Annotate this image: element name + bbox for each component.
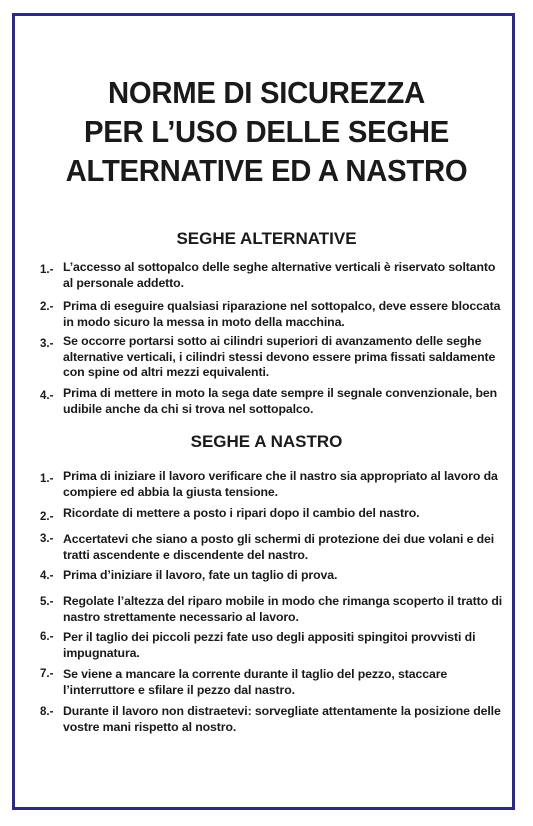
page-title xyxy=(11,74,523,191)
rule-text: Durante il lavoro non distraetevi: sorvegliate attentamente la posizione delle vostre mani rispetto al nostro. xyxy=(63,704,501,734)
rule-text: Prima di mettere in moto la sega date sempre il segnale convenzionale, ben udibile anche da chi si trova nel sottopalco. xyxy=(63,386,498,416)
rule-text: Ricordate di mettere a posto i ripari dopo il cambio del nastro. xyxy=(63,506,420,520)
rule-number: 4.- xyxy=(40,390,54,402)
rule-text: Per il taglio dei piccoli pezzi fate uso degli appositi spingitoi provvisti di impugnatura. xyxy=(63,630,476,660)
rule-number: 2.- xyxy=(40,301,54,313)
rule-text: L’accesso al sottopalco delle seghe alternative verticali è riservato soltanto al personale addetto. xyxy=(63,260,496,290)
rule-number: 3.- xyxy=(40,338,54,350)
rule-text: Prima di eseguire qualsiasi riparazione nel sottopalco, deve essere bloccata in modo sicuro la messa in moto della macchina. xyxy=(63,299,501,329)
rule-text: Regolate l’altezza del riparo mobile in modo che rimanga scoperto il tratto di nastro strettamente necessario al lavoro. xyxy=(63,594,503,624)
rule-number: 6.- xyxy=(40,631,54,643)
rule-text: Accertatevi che siano a posto gli schermi di protezione dei due volani e dei tratti ascendente e discendente del nastro. xyxy=(63,532,495,562)
rule-number: 3.- xyxy=(40,533,54,545)
rule-number: 2.- xyxy=(40,511,54,523)
rule-number: 1.- xyxy=(40,473,54,485)
rule-text: Se occorre portarsi sotto ai cilindri superiori di avanzamento delle seghe alternative verticali, i cilindri stessi devono essere prima fissati saldamente con spine od altri mezzi equivalenti. xyxy=(63,334,496,379)
title-line-1: NORME DI SICUREZZA xyxy=(108,76,425,110)
rule-text: Prima d’iniziare il lavoro, fate un taglio di prova. xyxy=(63,568,338,582)
title-line-2: PER L’USO DELLE SEGHE xyxy=(84,115,449,149)
rule-number: 8.- xyxy=(40,706,54,718)
section-heading-seghe-alternative: SEGHE ALTERNATIVE xyxy=(176,229,357,248)
title-line-3: ALTERNATIVE ED A NASTRO xyxy=(65,154,468,188)
rule-number: 4.- xyxy=(40,570,54,582)
rule-number: 7.- xyxy=(40,668,54,680)
rule-number: 5.- xyxy=(40,596,54,608)
rule-text: Se viene a mancare la corrente durante il taglio del pezzo, staccare l’interruttore e sfilare il pezzo dal nastro. xyxy=(63,667,448,697)
rule-text: Prima di iniziare il lavoro verificare che il nastro sia appropriato al lavoro da compiere ed abbia la giusta tensione. xyxy=(63,469,498,499)
section-heading-seghe-a-nastro: SEGHE A NASTRO xyxy=(190,432,343,451)
rule-number: 1.- xyxy=(40,264,54,276)
